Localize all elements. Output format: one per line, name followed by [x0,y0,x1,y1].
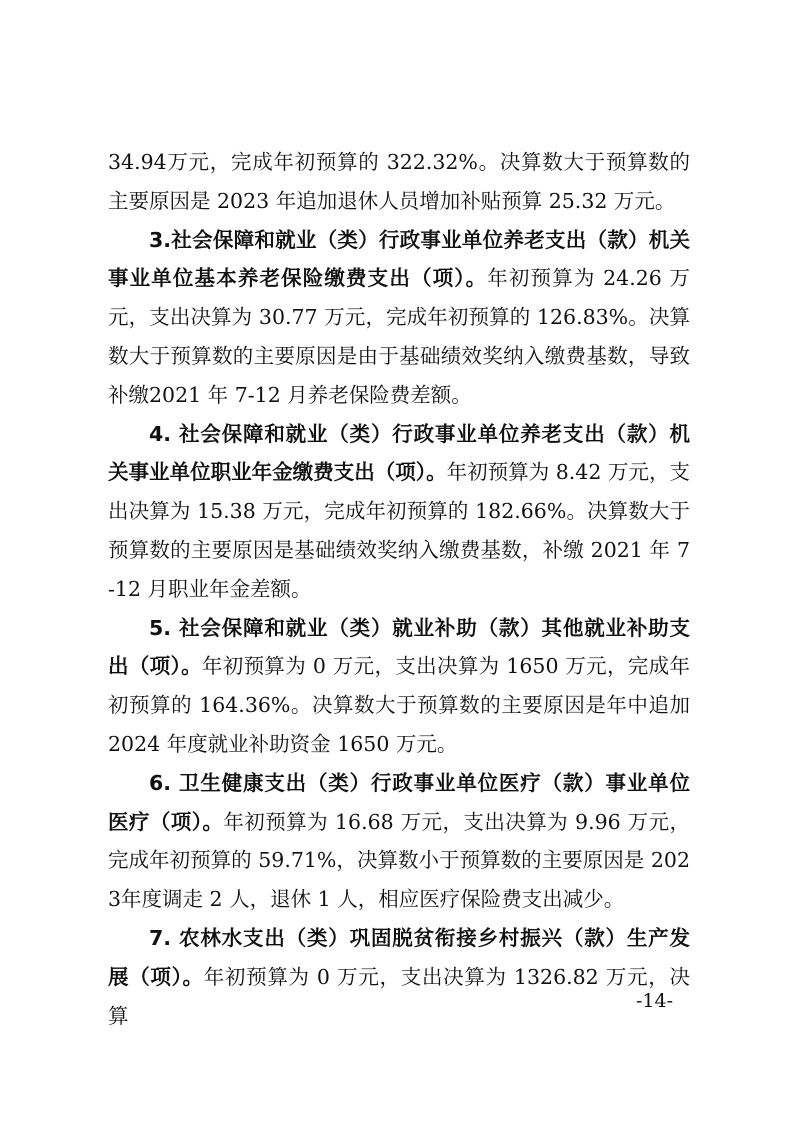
paragraph-2-body: 年初预算为 24.26 万元，支出决算为 30.77 万元，完成年初预算的 126.83%。决算数大于预算数的主要原因是由于基础绩效奖纳入缴费基数，导致补缴2021 年 7-12 月养老保险费差额。 [108,266,690,407]
paragraph-6 [108,919,690,1035]
paragraph-6-body: 年初预算为 0 万元，支出决算为 1326.82 万元，决算 [108,964,691,1028]
paragraph-2-heading: 3.社会保障和就业（类）行政事业单位养老支出（款）机关事业单位基本养老保险缴费支出（项）。 [108,227,690,291]
paragraph-4-heading: 5. 社会保障和就业（类）就业补助（款）其他就业补助支出（项）。 [108,615,690,679]
document-body [108,143,690,1035]
paragraph-4-body: 年初预算为 0 万元，支出决算为 1650 万元，完成年初预算的 164.36%。决算数大于预算数的主要原因是年中追加2024 年度就业补助资金 1650 万元。 [108,654,691,756]
paragraph-1 [108,143,690,221]
paragraph-3-body: 年初预算为 8.42 万元，支出决算为 15.38 万元，完成年初预算的 182.66%。决算数大于预算数的主要原因是基础绩效奖纳入缴费基数，补缴 2021 年 7-12 月职业年金差额。 [108,460,690,601]
paragraph-3 [108,415,690,609]
paragraph-4 [108,609,690,764]
page-number: -14- [636,990,674,1012]
paragraph-5-heading: 6. 卫生健康支出（类）行政事业单位医疗（款）事业单位医疗（项）。 [108,770,690,834]
paragraph-5 [108,764,690,919]
paragraph-1-body: 34.94万元，完成年初预算的 322.32%。决算数大于预算数的主要原因是 2023 年追加退休人员增加补贴预算 25.32 万元。 [108,150,690,213]
paragraph-6-heading: 7. 农林水支出（类）巩固脱贫衔接乡村振兴（款）生产发展（项）。 [108,925,690,989]
paragraph-5-body: 年初预算为 16.68 万元，支出决算为 9.96 万元，完成年初预算的 59.71%，决算数小于预算数的主要原因是 2023年度调走 2 人，退休 1 人，相应医疗保险费支出减少。 [108,809,690,912]
paragraph-2 [108,221,690,415]
paragraph-3-heading: 4. 社会保障和就业（类）行政事业单位养老支出（款）机关事业单位职业年金缴费支出（项）。 [108,421,690,485]
